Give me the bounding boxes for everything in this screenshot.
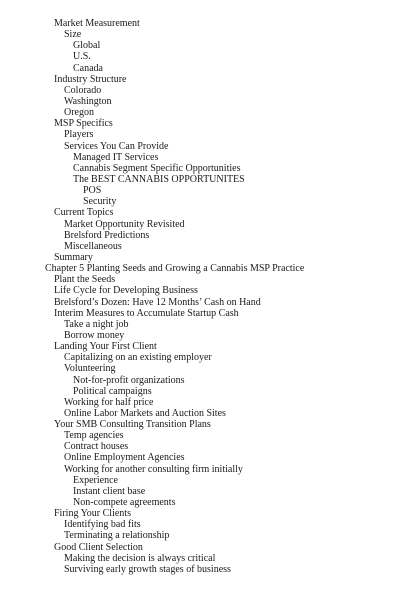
toc-entry: Making the decision is always critical (64, 552, 216, 564)
toc-entry: U.S. (73, 51, 91, 63)
toc-entry: Canada (73, 62, 103, 74)
toc-entry: Online Employment Agencies (64, 452, 185, 464)
toc-entry: Identifying bad fits (64, 519, 141, 531)
toc-entry: Firing Your Clients (54, 508, 131, 520)
toc-entry: Current Topics (54, 207, 114, 219)
toc-entry: Experience (73, 474, 118, 486)
toc-entry: Volunteering (64, 363, 116, 375)
toc-entry: Temp agencies (64, 430, 124, 442)
toc-entry: Managed IT Services (73, 151, 159, 163)
toc-entry: Colorado (64, 84, 102, 96)
toc-entry: Plant the Seeds (54, 274, 116, 286)
toc-entry: Brelsford Predictions (64, 229, 150, 241)
toc-entry: Players (64, 129, 94, 141)
toc-entry: MSP Specifics (54, 118, 113, 130)
toc-entry: Miscellaneous (64, 240, 122, 252)
toc-entry: Washington (64, 95, 112, 107)
toc-entry: The BEST CANNABIS OPPORTUNITES (73, 173, 245, 185)
toc-entry: Non-compete agreements (73, 497, 176, 509)
toc-entry: Global (73, 40, 101, 52)
toc-entry: Your SMB Consulting Transition Plans (54, 419, 211, 431)
toc-entry: Take a night job (64, 318, 129, 330)
toc-entry: Services You Can Provide (64, 140, 169, 152)
toc-entry: Contract houses (64, 441, 129, 453)
toc-entry: Working for another consulting firm initially (64, 463, 243, 475)
toc-entry: Life Cycle for Developing Business (54, 285, 198, 297)
toc-entry: Security (83, 196, 117, 208)
toc-entry: Landing Your First Client (54, 341, 157, 353)
toc-entry: Borrow money (64, 329, 125, 341)
toc-entry: Surviving early growth stages of business (64, 563, 231, 575)
toc-entry: Online Labor Markets and Auction Sites (64, 407, 226, 419)
toc-entry: Brelsford’s Dozen: Have 12 Months’ Cash on Hand (54, 296, 261, 308)
toc-entry: POS (83, 185, 102, 197)
toc-entry: Cannabis Segment Specific Opportunities (73, 162, 241, 174)
toc-entry: Market Opportunity Revisited (64, 218, 185, 230)
toc-entry: Size (64, 29, 82, 41)
toc-entry: Instant client base (73, 485, 146, 497)
toc-entry: Industry Structure (54, 73, 127, 85)
toc-entry: Working for half price (64, 396, 154, 408)
toc-entry: Good Client Selection (54, 541, 143, 553)
toc-entry: Terminating a relationship (64, 530, 170, 542)
toc-entry: Summary (54, 251, 93, 263)
toc-entry: Capitalizing on an existing employer (64, 352, 212, 364)
toc-entry: Political campaigns (73, 385, 152, 397)
toc-entry: Market Measurement (54, 18, 140, 29)
toc-entry: Not-for-profit organizations (73, 374, 185, 386)
toc-entry: Interim Measures to Accumulate Startup Cash (54, 307, 239, 319)
table-of-contents (0, 18, 400, 575)
chapter-heading: Chapter 5 Planting Seeds and Growing a Cannabis MSP Practice (45, 263, 305, 275)
toc-entry: Oregon (64, 107, 94, 119)
